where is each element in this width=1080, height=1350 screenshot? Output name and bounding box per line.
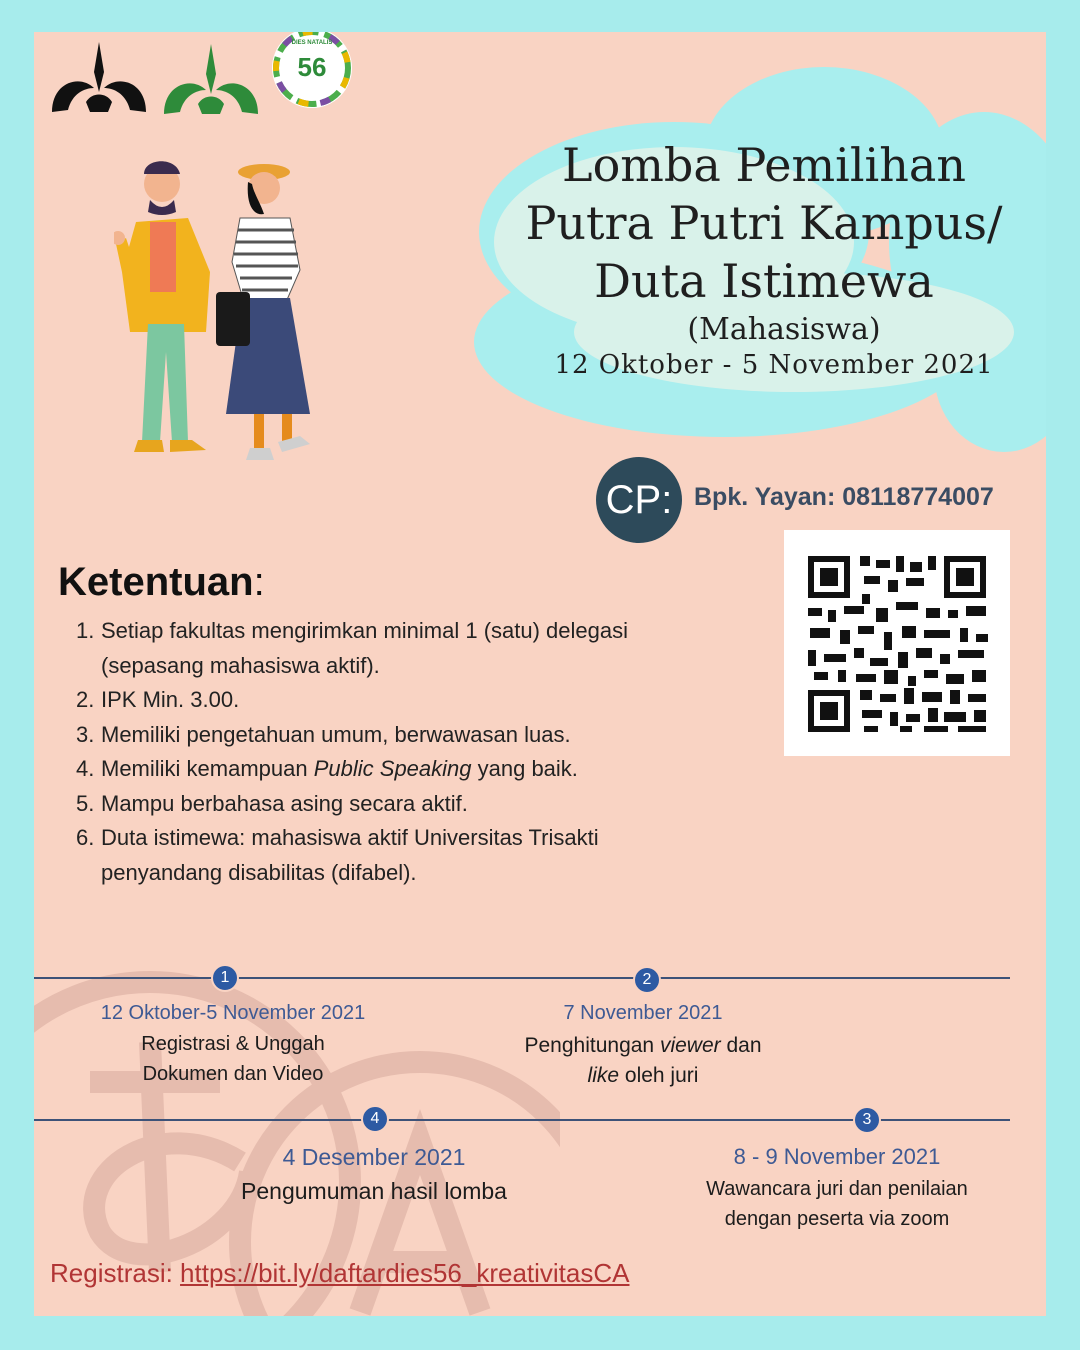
timeline-step-3-desc-line2: dengan peserta via zoom [724,1208,950,1230]
timeline-line-top [34,977,1010,979]
timeline-step-1-desc [54,1029,412,1089]
university-logo-green [162,44,260,118]
registration-line [50,1258,630,1289]
timeline-step-3-marker: 3 [853,1106,881,1134]
timeline-step-2-marker: 2 [633,966,661,994]
timeline-step-2-desc-before: Penghitungan [524,1034,660,1057]
list-item [76,821,716,890]
list-item [76,683,716,718]
students-illustration [114,152,334,482]
rules-list [76,614,716,890]
list-item-number: 5. [76,790,95,816]
timeline-step-4-date: 4 Desember 2021 [282,1144,466,1170]
timeline-step-2-desc-em2: like [587,1064,620,1087]
list-item-text-before: Memiliki kemampuan [101,756,314,781]
list-item-text: Mampu berbahasa asing secara aktif. [101,790,468,816]
list-item [76,752,716,787]
timeline-step-3-desc-line1: Wawancara juri dan penilaian [706,1178,968,1200]
registration-label: Registrasi: [50,1258,181,1288]
timeline-step-3-date: 8 - 9 November 2021 [733,1144,941,1169]
list-item-text-after: yang baik. [471,756,578,781]
cp-badge: CP: [596,457,682,543]
timeline-step-1-desc-line2: Dokumen dan Video [142,1063,324,1085]
rules-heading-text: Ketentuan [58,560,254,604]
event-title-line2: Putra Putri Kampus/ [525,196,1003,250]
list-item-text: Memiliki pengetahuan umum, berwawasan luas. [101,721,571,747]
list-item-text [101,752,578,787]
list-item-number: 6. [76,825,95,850]
list-item-number: 1. [76,618,95,643]
timeline-step-4-desc-line1: Pengumuman hasil lomba [241,1178,507,1204]
event-subtitle: (Mahasiswa) [687,312,881,347]
timeline-step-2-desc-em1: viewer [659,1034,721,1057]
watermark-graphic [34,912,560,1316]
event-dates: 12 Oktober - 5 November 2021 [554,350,994,380]
timeline-step-4-marker: 4 [361,1105,389,1133]
anniversary-label: DIES NATALIS [291,40,333,46]
timeline-step-1-date: 12 Oktober-5 November 2021 [100,1002,366,1024]
qr-code-icon [784,530,1010,756]
rules-heading-colon: : [253,560,265,604]
list-item [76,614,716,683]
event-title-line3: Duta Istimewa [594,254,934,308]
list-item-text: IPK Min. 3.00. [101,687,240,712]
anniversary-logo [270,32,354,110]
list-item-text: Setiap fakultas mengirimkan minimal 1 (satu) delegasi (sepasang mahasiswa aktif). [101,618,629,678]
timeline-step-1-marker: 1 [211,964,239,992]
list-item-text-emphasis: Public Speaking [313,756,472,781]
timeline-step-2-desc-line2 [464,1061,822,1091]
list-item-number: 3. [76,721,95,747]
timeline-step-2-date: 7 November 2021 [563,1002,723,1024]
anniversary-number: 56 [297,52,327,82]
timeline-step-3-desc [664,1174,1010,1234]
university-logo-black [50,42,148,116]
timeline-step-2-desc-after: oleh juri [619,1064,699,1087]
rules-heading [58,560,265,605]
timeline-step-2-desc-line1 [464,1031,822,1061]
list-item [76,787,716,822]
qr-code[interactable] [784,530,1010,756]
registration-link[interactable]: https://bit.ly/daftardies56_kreativitasCA [180,1258,630,1288]
event-title-line1: Lomba Pemilihan [562,138,966,192]
list-item-number: 2. [76,687,95,712]
timeline-step-2-desc-mid: dan [720,1034,762,1057]
timeline-step-1-desc-line1: Registrasi & Unggah [141,1033,325,1055]
timeline-step-4-desc [204,1176,544,1206]
list-item-number: 4. [76,756,95,781]
timeline-step-2-desc [464,1031,822,1091]
contact-phone[interactable]: Bpk. Yayan: 08118774007 [694,483,994,511]
poster [34,32,1046,1316]
list-item [76,718,716,753]
list-item-text: Duta istimewa: mahasiswa aktif Universitas Trisakti penyandang disabilitas (difabel). [101,825,599,885]
